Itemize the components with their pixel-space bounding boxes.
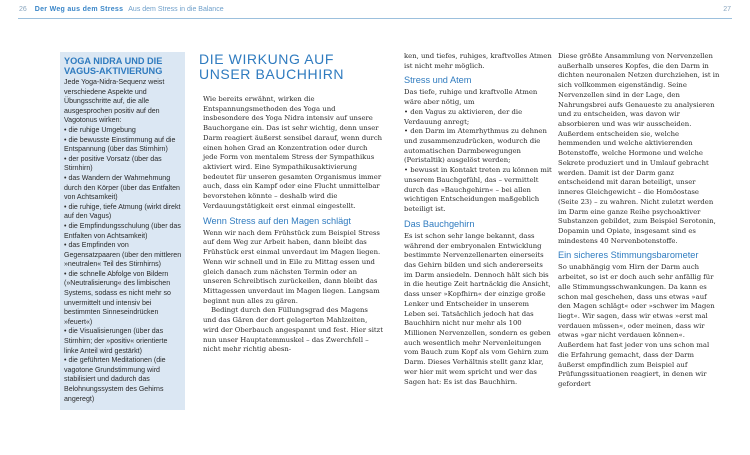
list-item: • die Empfindungsschulung (über das Entfalten von Achtsamkeit): [64, 222, 182, 241]
infobox-title: YOGA NIDRA UND DIE VAGUS-AKTIVIERUNG: [64, 56, 163, 76]
header-rule: [18, 18, 732, 19]
paragraph: Wenn wir nach dem Frühstück zum Beispiel Stress auf dem Weg zur Arbeit haben, dann bleibt das Frühstück erst einmal unverdaut im Magen liegen. Wenn wir schnell und in Eile zu Mittag essen und gleich danach zum nächsten Termin oder an unseren Schreibtisch zurückeilen, dann bleibt das Mittagessen unverdaut im Magen liegen. Langsam beginnt nun alles zu gären.: [203, 228, 381, 305]
subheading: Wenn Stress auf den Magen schlägt: [203, 215, 351, 226]
list-item: • das Wandern der Wahrnehmung durch den Körper (über das Entfalten von Achtsamkeit): [64, 174, 182, 203]
paragraph: ken, und tiefes, ruhiges, kraftvolles Atmen ist nicht mehr möglich.: [404, 52, 552, 70]
section-subtitle: Aus dem Stress in die Balance: [128, 6, 224, 13]
bullet-item: • bewusst in Kontakt treten zu können mit unserem Bauchgefühl, das – vermittelt durch das »Bauchgehirn« – bei allen wichtigen Entscheidungen maßgeblich beteiligt ist.: [404, 166, 552, 214]
paragraph: So unabhängig vom Hirn der Darm auch arbeitet, so ist er doch auch sehr anfällig für alle Stimmungsschwankungen. Da kann es schon mal geschehen, dass uns etwas »auf den Magen schlägt« oder »schwer im Magen liegt«. Wir sagen, dass wir etwas »erst mal verdauen müssen«, oder meinen, dass wir etwas »gar nicht verdauen können«. Außerdem hat fast jeder von uns schon mal die Erfahrung gemacht, dass der Darm äußerst empfindlich zum Beispiel auf Prüfungssituationen reagiert, in denen wir gefordert: [558, 263, 715, 388]
subheading: Ein sicheres Stimmungsbarometer: [558, 250, 699, 261]
text-column-1: [203, 95, 383, 355]
paragraph: Bedingt durch den Füllungsgrad des Magens und das Gären der dort gelagerten Mahlzeiten, wird der Oberbauch angespannt und fest. Hier sitzt nun unser Hauptatemmuskel – das Zwerchfell – nicht mehr richtig abesn-: [203, 306, 384, 354]
bullet-item: • den Vagus zu aktivieren, der die Verdauung anregt;: [404, 107, 523, 126]
section-title: Der Weg aus dem Stress: [34, 6, 124, 13]
sidebar-infobox: [60, 52, 185, 410]
main-heading: DIE WIRKUNG AUF UNSER BAUCHHIRN: [199, 51, 345, 82]
running-header: [19, 6, 224, 13]
page-number-right: 27: [723, 6, 731, 13]
list-item: • das Empfinden von Gegensatzpaaren (über den mittleren »neutralen« Teil des Stirnhirns): [64, 241, 182, 270]
text-column-3: [558, 52, 720, 390]
infobox-list: [60, 126, 185, 404]
list-item: • die ruhige Umgebung: [64, 126, 182, 136]
infobox-intro: Jede Yoga-Nidra-Sequenz weist verschiedene Aspekte und Übungsschritte auf, die alle ausgesprochen positiv auf den Vagotonus wirken:: [64, 79, 165, 125]
paragraph: Diese größte Ansammlung von Nervenzellen außerhalb unseres Kopfes, die den Darm in dichten neuronalen Netzen durchziehen, ist in sich vollkommen eigenständig. Seine Nervenzellen sind in der Lage, den Nahrungsbrei aufs Genaueste zu analysieren und zu entscheiden, was davon wir absorbieren und was wir ausscheiden. Außerdem entscheiden sie, welche hemmenden und welche aktivierenden Botenstoffe, welche Hormone und welche Sekrete produziert und in Umlauf gebracht werden. Damit ist der Darm ganz entscheidend mit daran beteiligt, unser inneres Gleichgewicht – die Homöostase (Seite 23) – zu wahren. Nicht zuletzt werden im Darm eine ganze Reihe psychoaktiver Substanzen gebildet, zum Beispiel Serotonin, Dopamin und Opiate, insgesamt sind es mindestens 40 Nervenbotenstoffe.: [558, 52, 720, 245]
list-item: • die ruhige, tiefe Atmung (wirkt direkt auf den Vagus): [64, 203, 182, 222]
subheading: Stress und Atem: [404, 75, 472, 86]
list-item: • die schnelle Abfolge von Bildern (»Neutralisierung« des limbischen Systems, sodass es nicht mehr so unvermittelt und intensiv bei bestimmten Sinneseindrücken »feuert«): [64, 270, 182, 328]
paragraph: Wie bereits erwähnt, wirken die Entspannungsmethoden des Yoga und insbesondere des Yoga Nidra intensiv auf unsere Bauchorgane ein. Das ist sehr wichtig, denn unser Darm reagiert äußerst sensibel darauf, wenn durch einen hohen Grad an Konzentration oder durch jede Form von mentalem Stress der Sympathikus aktiviert wird. Eine Sympathikusaktivierung bedeutet für unseren gesamten Organismus immer auch, dass ein Kampf oder eine Flucht unmittelbar bevorstehen könnte – deshalb wird die Verdauungstätigkeit erst einmal eingestellt.: [203, 95, 383, 210]
list-item: • die geführten Meditationen (die vagotone Grundstimmung wird stabilisiert und dadurch das Belohnungssystem des Gehirns angeregt): [64, 356, 182, 404]
bullet-item: • den Darm im Atemrhythmus zu dehnen und zusammenzudrücken, wodurch die automatischen Darmbewegungen (Peristaltik) ausgelöst werden;: [404, 127, 547, 165]
list-item: • die bewusste Einstimmung auf die Entspannung (über das Stirnhirn): [64, 136, 182, 155]
list-item: • der positive Vorsatz (über das Stirnhirn): [64, 155, 182, 174]
paragraph: Das tiefe, ruhige und kraftvolle Atmen wäre aber nötig, um: [404, 88, 538, 107]
text-column-2: [404, 52, 552, 387]
list-item: • die Visualisierungen (über das Stirnhirn; der »positiv« orientierte linke Anteil wird gestärkt): [64, 327, 182, 356]
page-number-left: 26: [19, 6, 27, 13]
subheading: Das Bauchgehirn: [404, 218, 475, 229]
paragraph: Es ist schon sehr lange bekannt, dass während der embryonalen Entwicklung bestimmte Nervenzellenarten einerseits das Gehirn bilden und sich andererseits im Darm ansiedeln. Dennoch hält sich bis in die heutige Zeit hartnäckig die Ansicht, dass unser »Kopfhirn« der einzige große Lenker und Entscheider in unserem Leben sei. Tatsächlich jedoch hat das Bauchhirn nicht nur mehr als 100 Millionen Nervenzellen, sondern es geben auch wesentlich mehr Nervenleitungen vom Bauch zum Kopf als vom Gehirn zum Darm. Dieses Verhältnis stellt ganz klar, wer hier mit wem spricht und wer das Sagen hat: Es ist das Bauchhirn.: [404, 231, 551, 386]
